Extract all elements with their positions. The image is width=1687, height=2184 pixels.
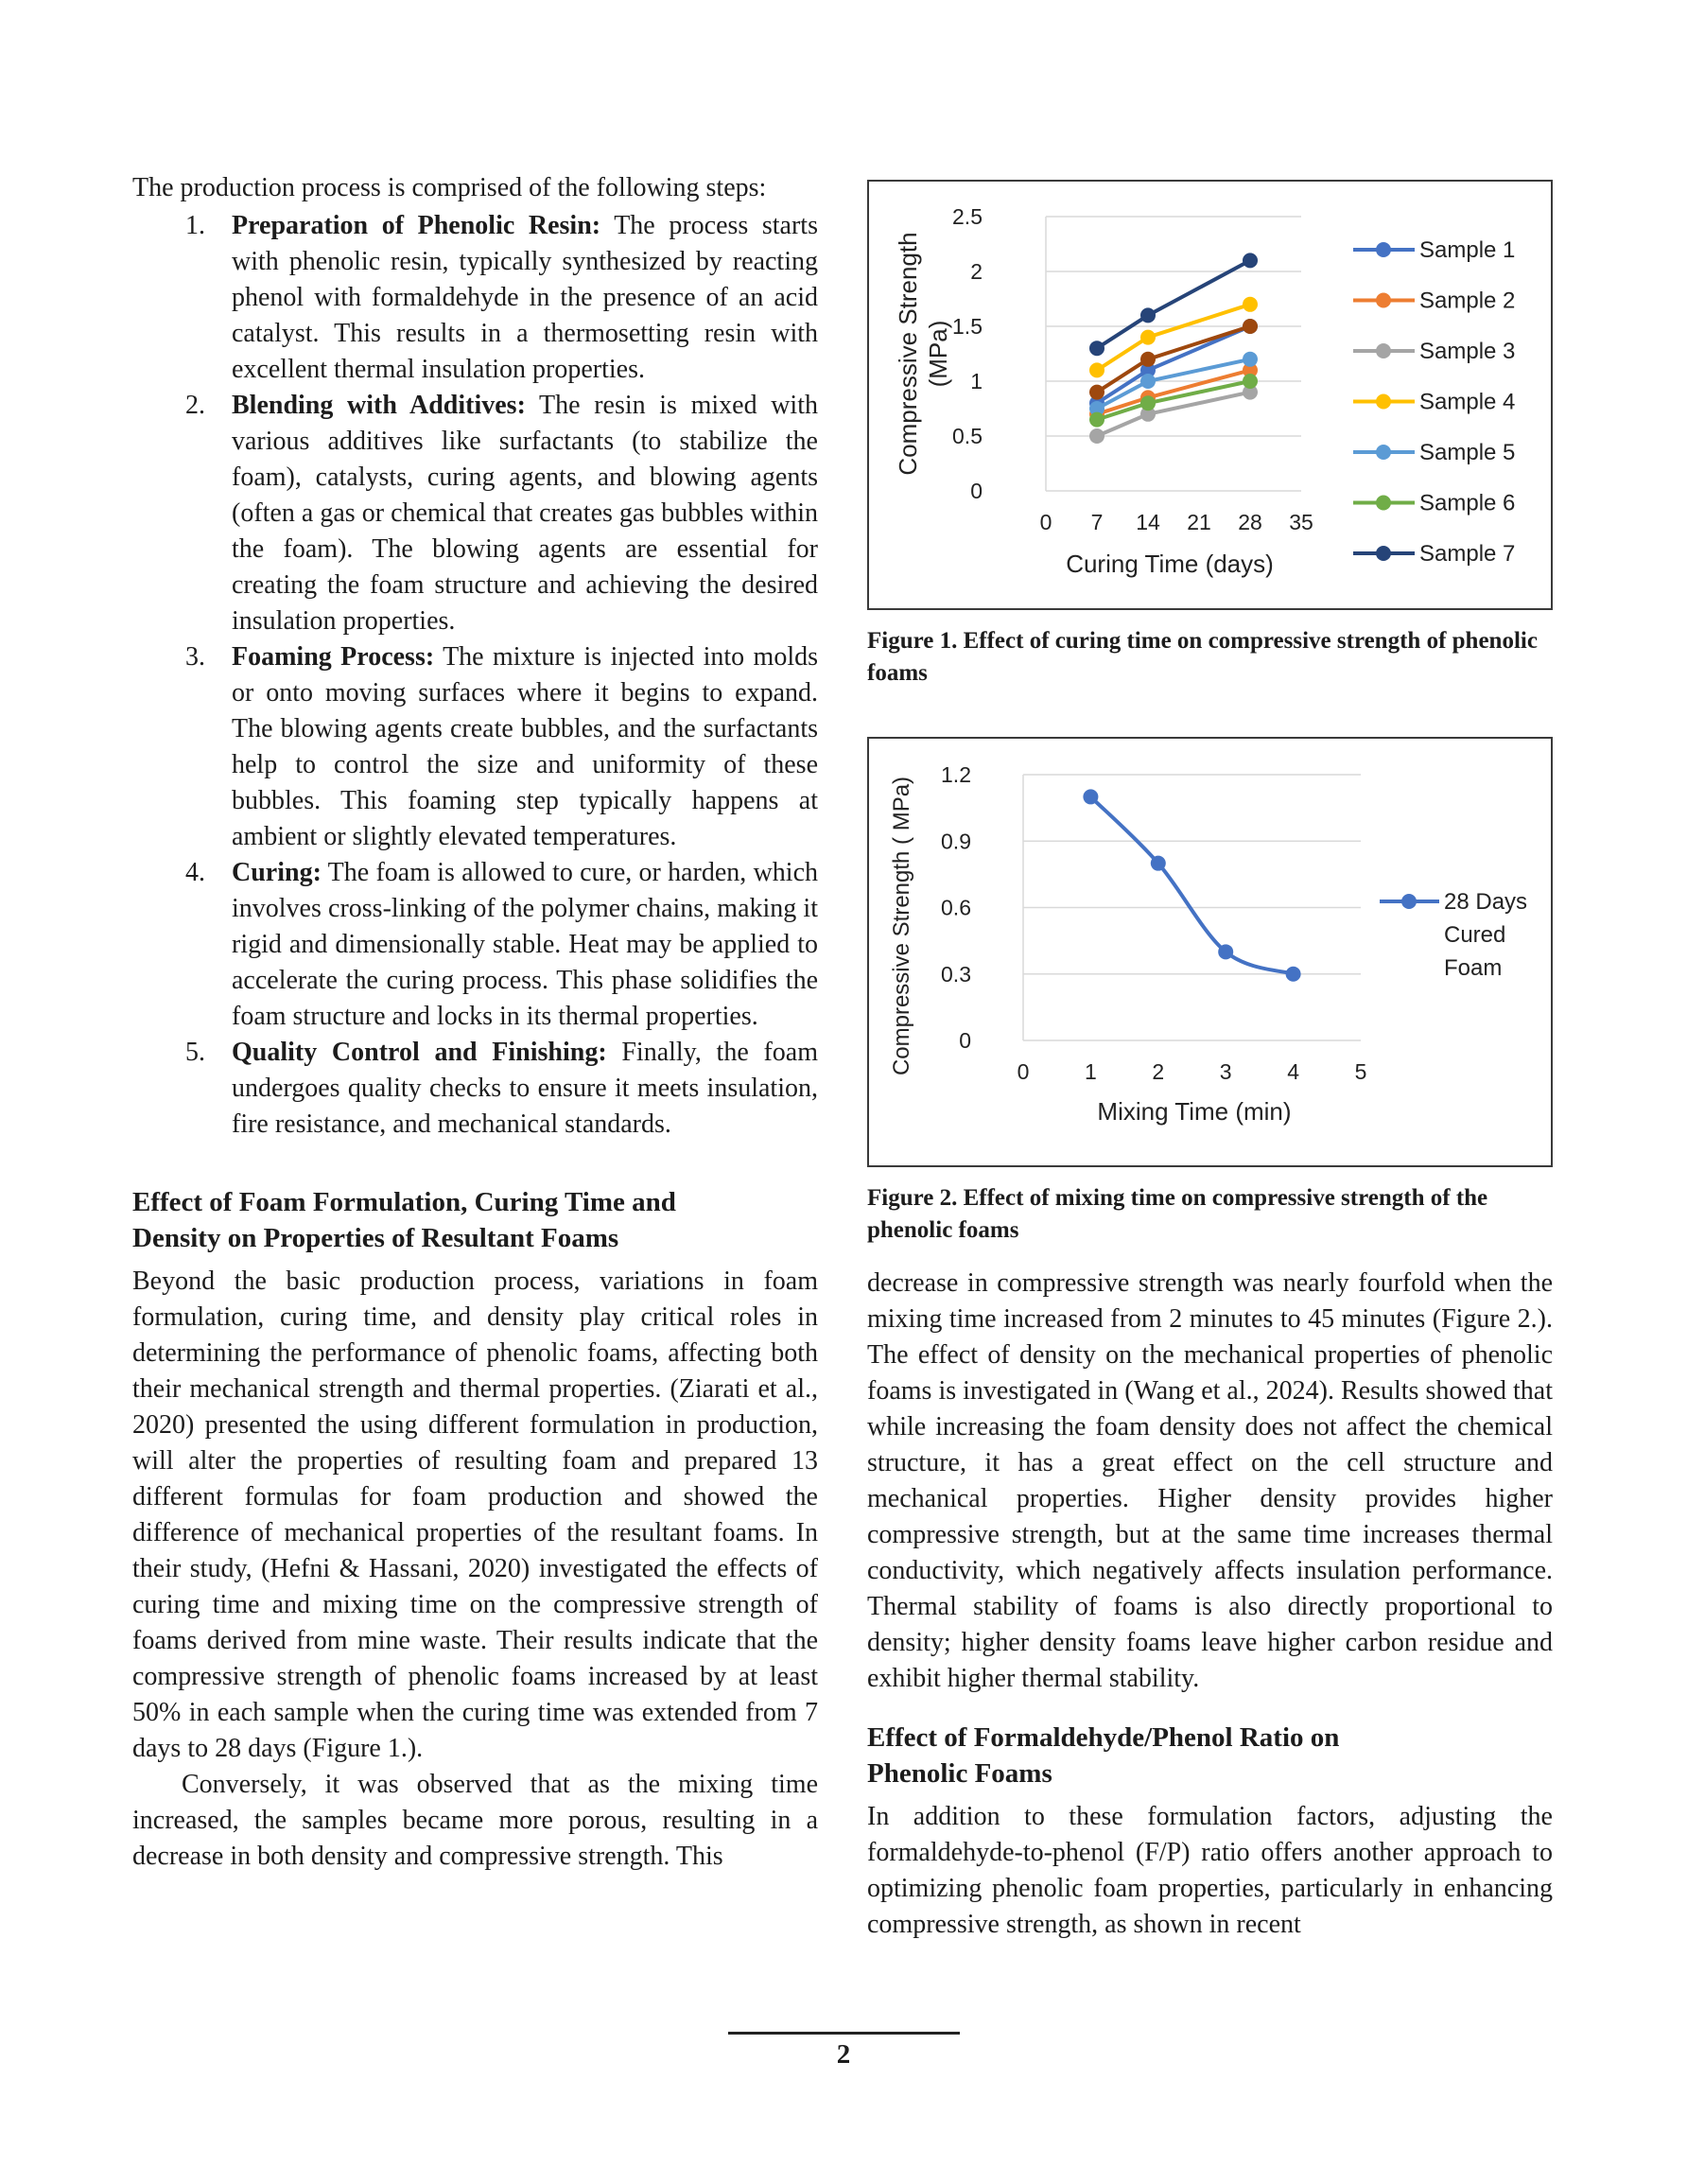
figure-1-caption: Figure 1. Effect of curing time on compressive strength of phenolic foams: [867, 628, 1538, 686]
step-title: Blending with Additives:: [232, 391, 526, 420]
x-tick-label: 21: [1187, 510, 1211, 534]
footer-rule: [728, 2032, 960, 2035]
legend-swatch-marker: [1376, 293, 1391, 308]
legend-swatch-marker: [1376, 343, 1391, 358]
series-28-days-point: [1286, 967, 1301, 982]
x-tick-label: 1: [1085, 1059, 1097, 1084]
legend-label: Foam: [1444, 955, 1503, 981]
y-tick-label: 1.2: [941, 762, 971, 787]
x-tick-label: 35: [1289, 510, 1313, 534]
series-28-days-point: [1218, 944, 1233, 959]
y-tick-label: 2.5: [952, 204, 983, 229]
figure-1-chart: [869, 182, 1551, 608]
list-item: [132, 208, 818, 388]
legend-swatch-marker: [1376, 394, 1391, 410]
legend-label: Sample 3: [1419, 339, 1516, 364]
y-axis-title: [894, 232, 952, 475]
heading-line: Effect of Foam Formulation, Curing Time and: [132, 1187, 676, 1217]
series-extra-point: [1243, 319, 1258, 334]
series-sample-5-point: [1140, 374, 1156, 389]
x-tick-label: 4: [1287, 1059, 1299, 1084]
y-tick-label: 1: [970, 369, 983, 393]
series-sample-4-point: [1089, 362, 1104, 377]
heading-line: Density on Properties of Resultant Foams: [132, 1223, 619, 1253]
list-item: [132, 1035, 818, 1143]
step-text: The mixture is injected into molds or onto moving surfaces where it begins to expand. The blowing agents create bubbles, and the surfactants help to control the size and uniformity of these bubbles. This foaming step typically happens at ambient or slightly elevated temperatures.: [232, 642, 818, 851]
series-sample-7-point: [1140, 307, 1156, 323]
x-tick-label: 7: [1090, 510, 1104, 534]
step-title: Curing:: [232, 858, 322, 887]
list-item: [132, 388, 818, 639]
y-tick-label: 0.5: [952, 424, 983, 448]
step-title: Foaming Process:: [232, 642, 435, 672]
legend-swatch-marker: [1376, 546, 1391, 561]
x-tick-label: 2: [1152, 1059, 1165, 1084]
series-sample-7-point: [1243, 253, 1258, 268]
series-sample-5-point: [1243, 352, 1258, 367]
body-paragraph: Beyond the basic production process, variations in foam formulation, curing time, and density play critical roles in determining the performance of phenolic foams, affecting both their mechanical strength and thermal properties. (Ziarati et al., 2020) presented the using different formulation in production, will alter the properties of resulting foam and prepared 13 different formulas for foam production and showed the difference of mechanical properties of the resultant foams. In their study, (Hefni & Hassani, 2020) investigated the effects of curing time and mixing time on the compressive strength of foams derived from mine waste. Their results indicate that the compressive strength of phenolic foams increased by at least 50% in each sample when the curing time was extended from 7 days to 28 days (Figure 1.).: [132, 1267, 818, 1763]
legend-label: Sample 4: [1419, 389, 1516, 415]
series-sample-6-point: [1089, 412, 1104, 428]
x-tick-label: 14: [1136, 510, 1160, 534]
series-28-days-point: [1151, 856, 1166, 871]
y-axis-title-line: (MPa): [924, 320, 952, 388]
series-sample-5-line: [1097, 359, 1250, 409]
step-text: The foam is allowed to cure, or harden, which involves cross-linking of the polymer chains, making it rigid and dimensionally stable. Heat may be applied to accelerate the curing process. This phase solidifies the foam structure and locks in its thermal properties.: [232, 858, 818, 1031]
legend-label: Sample 6: [1419, 490, 1516, 516]
legend-label: Cured: [1444, 922, 1506, 948]
figure-2-caption: Figure 2. Effect of mixing time on compressive strength of the phenolic foams: [867, 1185, 1488, 1243]
step-number: 4.: [185, 858, 205, 887]
legend-swatch-marker: [1376, 496, 1391, 511]
x-axis-title: Curing Time (days): [1066, 550, 1274, 578]
series-sample-6-point: [1243, 374, 1258, 389]
list-item: [132, 855, 818, 1035]
section-heading: [867, 1720, 1553, 1791]
y-tick-label: 2: [970, 259, 983, 284]
section-heading: [132, 1184, 818, 1256]
figure-1-frame: [867, 180, 1553, 610]
body-paragraph: In addition to these formulation factors, adjusting the formaldehyde-to-phenol (F/P) ratio offers another approach to optimizing phenolic foam properties, particularly in enhancing compressive strength, as shown in recent: [867, 1802, 1553, 1939]
step-number: 3.: [185, 642, 205, 672]
x-tick-label: 0: [1039, 510, 1052, 534]
step-text: Finally, the foam undergoes quality checks to ensure it meets insulation, fire resistance, and mechanical standards.: [232, 1038, 818, 1139]
legend-label: Sample 2: [1419, 288, 1516, 314]
step-number: 5.: [185, 1038, 205, 1067]
step-title: Quality Control and Finishing:: [232, 1038, 607, 1067]
step-number: 2.: [185, 391, 205, 420]
legend-swatch-marker: [1376, 445, 1391, 460]
figure-2-chart: [869, 739, 1551, 1165]
intro-text: The production process is comprised of the following steps:: [132, 173, 767, 202]
x-axis-title: Mixing Time (min): [1097, 1097, 1292, 1126]
legend-label: Sample 7: [1419, 541, 1516, 567]
series-28-days-line: [1090, 796, 1293, 973]
legend-label: Sample 5: [1419, 440, 1516, 465]
y-tick-label: 0.3: [941, 961, 971, 987]
y-tick-label: 0: [970, 479, 983, 503]
x-tick-label: 28: [1238, 510, 1262, 534]
legend-label: 28 Days: [1444, 889, 1528, 915]
y-tick-label: 0.9: [941, 829, 971, 854]
step-title: Preparation of Phenolic Resin:: [232, 211, 601, 240]
series-sample-3-point: [1089, 428, 1104, 444]
legend-swatch-marker: [1376, 242, 1391, 257]
y-tick-label: 1.5: [952, 314, 983, 339]
x-tick-label: 0: [1017, 1059, 1030, 1084]
legend-swatch-marker: [1401, 894, 1417, 909]
figure-2-frame: [867, 737, 1553, 1167]
step-text: The resin is mixed with various additives like surfactants (to stabilize the foam), catalysts, curing agents, and blowing agents (often a gas or chemical that creates gas bubbles within the foam). The blowing agents are essential for creating the foam structure and achieving the desired insulation properties.: [232, 391, 818, 636]
heading-line: Phenolic Foams: [867, 1758, 1052, 1789]
list-item: [132, 639, 818, 855]
body-paragraph: decrease in compressive strength was nearly fourfold when the mixing time increased from 2 minutes to 45 minutes (Figure 2.). The effect of density on the mechanical properties of phenolic foams is investigated in (Wang et al., 2024). Results showed that while increasing the foam density does not affect the chemical structure, it has a great effect on the cell structure and mechanical properties. Higher density provides higher compressive strength, but at the same time increases thermal conductivity, which negatively affects insulation performance. Thermal stability of foams is also directly proportional to density; higher density foams leave higher carbon residue and exhibit higher thermal stability.: [867, 1268, 1553, 1693]
y-axis-title-line: Compressive Strength: [894, 232, 922, 476]
series-sample-4-point: [1140, 330, 1156, 345]
left-column: [132, 170, 818, 1875]
series-sample-7-point: [1089, 341, 1104, 356]
body-paragraph: Conversely, it was observed that as the mixing time increased, the samples became more porous, resulting in a decrease in both density and compressive strength. This: [132, 1770, 818, 1871]
step-number: 1.: [185, 211, 205, 240]
series-sample-6-point: [1140, 395, 1156, 411]
heading-line: Effect of Formaldehyde/Phenol Ratio on: [867, 1722, 1340, 1753]
series-28-days-point: [1083, 789, 1098, 804]
series-sample-4-point: [1243, 297, 1258, 312]
production-steps-list: [132, 208, 818, 1143]
page-number: 2: [836, 2039, 851, 2070]
series-extra-point: [1140, 352, 1156, 367]
x-tick-label: 5: [1354, 1059, 1367, 1084]
legend-label: Sample 1: [1419, 237, 1516, 263]
step-text: The process starts with phenolic resin, typically synthesized by reacting phenol with formaldehyde in the presence of an acid catalyst. This results in a thermosetting resin with excellent thermal insulation properties.: [232, 211, 818, 384]
y-tick-label: 0: [959, 1028, 971, 1053]
x-tick-label: 3: [1219, 1059, 1232, 1084]
y-axis-title: Compressive Strength ( MPa): [889, 776, 914, 1076]
y-tick-label: 0.6: [941, 895, 971, 920]
series-extra-point: [1089, 385, 1104, 400]
right-column: [867, 180, 1553, 1943]
